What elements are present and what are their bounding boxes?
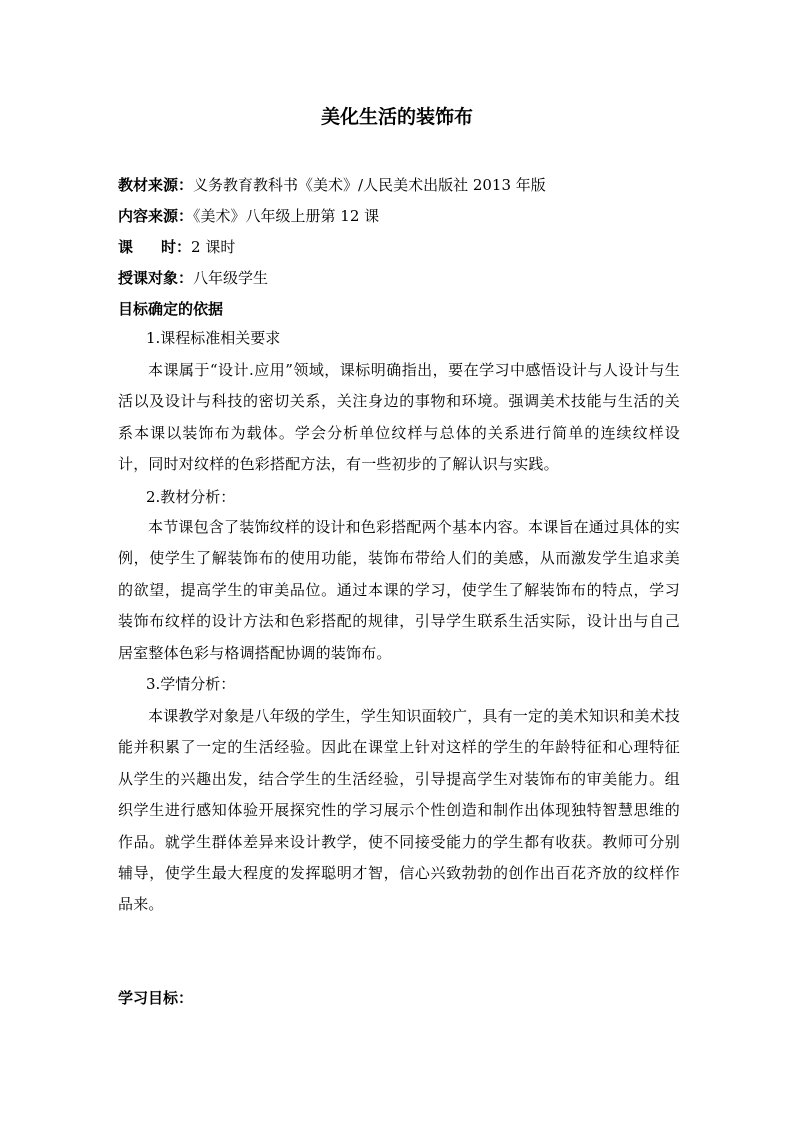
section-2-heading: 2.教材分析：	[146, 488, 236, 506]
class-hours-value: 2 课时	[191, 238, 236, 256]
document-title: 美化生活的装饰布	[320, 106, 473, 128]
class-hours-label-b: 时：	[161, 238, 192, 256]
audience-line	[118, 266, 268, 290]
section-1-heading: 1.课程标准相关要求	[146, 329, 281, 347]
textbook-source-line	[118, 173, 546, 197]
section-1-text: 本课属于“设计.应用”领域，课标明确指出，要在学习中感悟设计与人设计与生活以及设计与科技的密切关系，关注身边的事物和环境。强调美术技能与生活的关系本课以装饰布为载体。学会分析单位纹样与总体的关系进行简单的连续纹样设计，同时对纹样的色彩搭配方法，有一些初步的了解认识与实践。	[118, 361, 680, 474]
section-3-heading: 3.学情分析：	[146, 675, 236, 693]
textbook-source-label: 教材来源：	[118, 176, 194, 194]
section-3-text: 本课教学对象是八年级的学生，学生知识面较广，具有一定的美术知识和美术技能并积累了一定的生活经验。因此在课堂上针对这样的学生的年龄特征和心理特征从学生的兴趣出发，结合学生的生活经验，引导提高学生对装饰布的审美能力。组织学生进行感知体验开展探究性的学习展示个性创造和制作出体现独特智慧思维的作品。就学生群体差异来设计教学，使不同接受能力的学生都有收获。教师可分别辅导，使学生最大程度的发挥聪明才智，信心兴致勃勃的创作出百花齐放的纹样作品来。	[118, 707, 681, 914]
audience-label: 授课对象：	[118, 269, 194, 287]
audience-value: 八年级学生	[193, 269, 269, 287]
content-source-label: 内容来源：	[118, 207, 194, 225]
content-source-line	[118, 204, 379, 228]
objectives-heading: 学习目标：	[118, 989, 194, 1007]
section-2-text: 本节课包含了装饰纹样的设计和色彩搭配两个基本内容。本课旨在通过具体的实例，使学生了解装饰布的使用功能，装饰布带给人们的美感，从而激发学生追求美的欲望，提高学生的审美品位。通过本课的学习，使学生了解装饰布的特点，学习装饰布纹样的设计方法和色彩搭配的规律，引导学生联系生活实际，设计出与自己居室整体色彩与格调搭配协调的装饰布。	[118, 518, 681, 662]
class-hours-line	[118, 235, 235, 259]
basis-heading: 目标确定的依据	[118, 300, 224, 318]
class-hours-label-a: 课	[118, 238, 134, 256]
textbook-source-value: 义务教育教科书《美术》/人民美术出版社 2013 年版	[193, 176, 546, 194]
content-source-value: 《美术》八年级上册第 12 课	[193, 207, 380, 225]
